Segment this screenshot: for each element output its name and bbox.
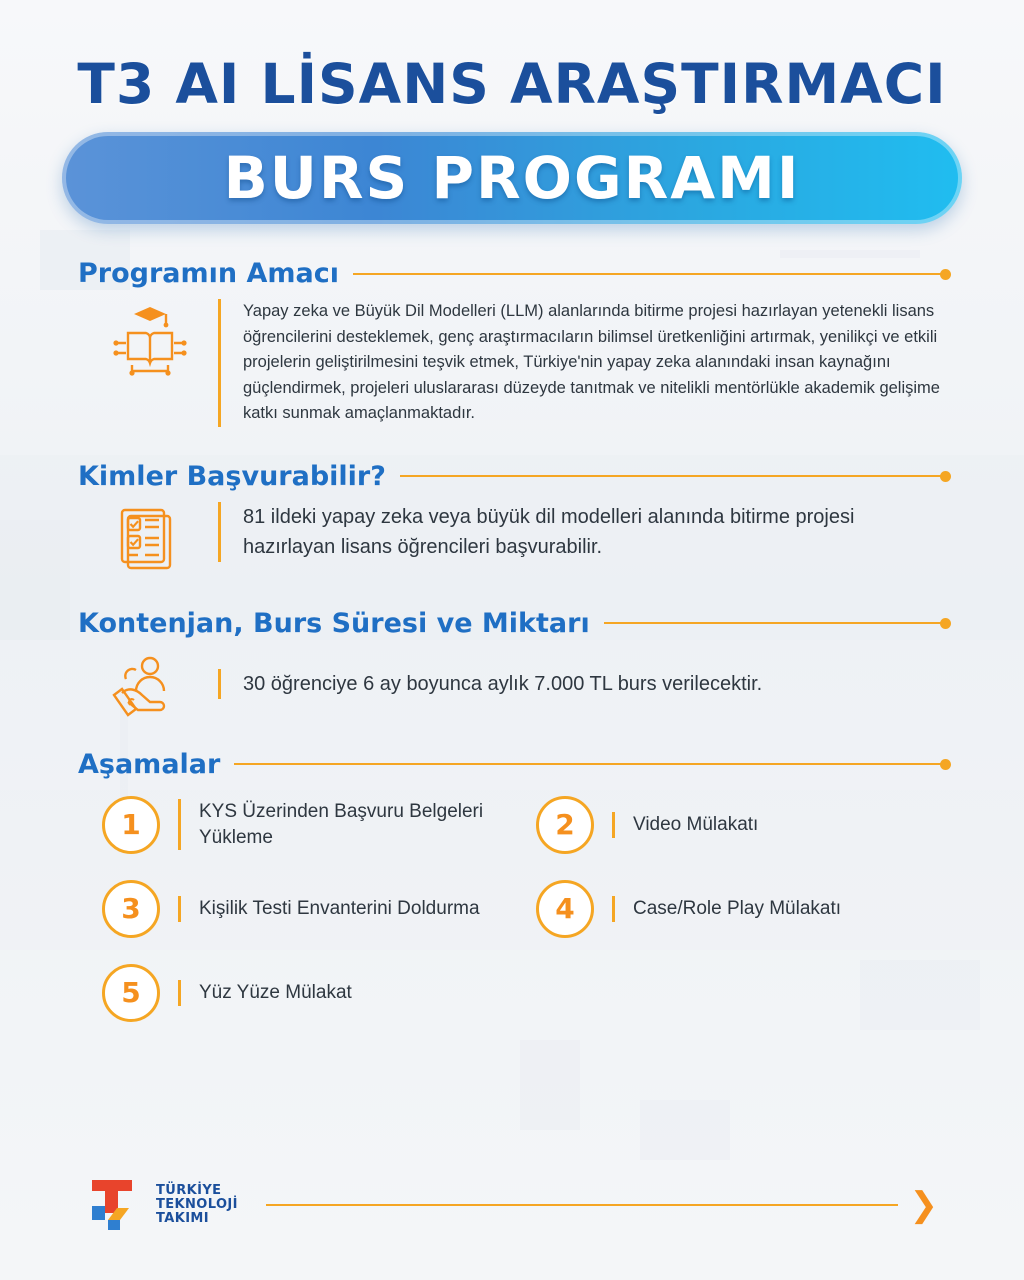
step-item bbox=[102, 796, 512, 854]
section-kontenjan-header bbox=[78, 608, 946, 639]
section-asamalar bbox=[0, 749, 1024, 1022]
checklist-documents-icon bbox=[102, 502, 198, 578]
section-asamalar-title: Aşamalar bbox=[78, 748, 221, 780]
logo-line-2: TEKNOLOJİ bbox=[156, 1196, 238, 1212]
logo-line-3: TAKIMI bbox=[156, 1211, 210, 1227]
section-amac-body: Yapay zeka ve Büyük Dil Modelleri (LLM) alanlarında bitirme projesi hazırlayan yetenekli lisans öğrencilerini desteklemek, genç araştırmacıların bilimsel üretkenliğini artırmak, yenilikçi ve etkili projelerin geliştirilmesini teşvik etmek, Türkiye'nin yapay zeka alanındaki insan kaynağını güçlendirmek, projeleri uluslararası düzeyde tanıtmak ve nitelikli mentörlükle akademik gelişime katkı sunmak amaçlanmaktadır. bbox=[243, 302, 940, 423]
section-kimler-header bbox=[78, 461, 946, 492]
chevron-right-icon: ❯ bbox=[909, 1186, 938, 1224]
section-divider-line bbox=[353, 273, 946, 275]
section-amac bbox=[0, 258, 1024, 427]
section-divider-line bbox=[604, 622, 946, 624]
section-kimler bbox=[0, 461, 1024, 578]
step-number: 5 bbox=[102, 964, 160, 1022]
ai-graduation-book-icon bbox=[102, 299, 198, 377]
step-item bbox=[102, 964, 512, 1022]
title-pill bbox=[62, 132, 962, 224]
step-label: Yüz Yüze Mülakat bbox=[178, 980, 352, 1006]
section-kimler-body: 81 ildeki yapay zeka veya büyük dil modelleri alanında bitirme projesi hazırlayan lisans öğrencileri başvurabilir. bbox=[243, 505, 855, 558]
step-number: 1 bbox=[102, 796, 160, 854]
title-pill-label: BURS PROGRAMI bbox=[223, 144, 801, 212]
footer-divider-line bbox=[266, 1204, 898, 1206]
step-item bbox=[536, 796, 946, 854]
section-amac-header bbox=[78, 258, 946, 289]
step-item bbox=[102, 880, 512, 938]
section-divider-line bbox=[400, 475, 946, 477]
section-asamalar-header bbox=[78, 749, 946, 780]
poster-header bbox=[0, 0, 1024, 224]
step-number: 4 bbox=[536, 880, 594, 938]
page-title: T3 AI LİSANS ARAŞTIRMACI bbox=[77, 52, 947, 116]
step-label: Case/Role Play Mülakatı bbox=[612, 896, 841, 922]
section-kimler-title: Kimler Başvurabilir? bbox=[78, 460, 386, 492]
step-label: Kişilik Testi Envanterini Doldurma bbox=[178, 896, 480, 922]
steps-list bbox=[78, 796, 946, 1022]
t3-logo-icon bbox=[86, 1176, 238, 1234]
section-divider-line bbox=[234, 763, 946, 765]
section-kontenjan-title: Kontenjan, Burs Süresi ve Miktarı bbox=[78, 607, 590, 639]
step-item bbox=[536, 880, 946, 938]
step-number: 2 bbox=[536, 796, 594, 854]
hand-holding-person-icon bbox=[102, 649, 198, 719]
section-kontenjan bbox=[0, 608, 1024, 719]
step-number: 3 bbox=[102, 880, 160, 938]
step-label: KYS Üzerinden Başvuru Belgeleri Yükleme bbox=[178, 799, 512, 850]
logo-line-1: TÜRKİYE bbox=[156, 1182, 222, 1198]
section-kontenjan-body: 30 öğrenciye 6 ay boyunca aylık 7.000 TL burs verilecektir. bbox=[243, 672, 763, 695]
poster-footer bbox=[0, 1176, 1024, 1234]
section-amac-title: Programın Amacı bbox=[78, 258, 340, 289]
step-label: Video Mülakatı bbox=[612, 812, 758, 838]
